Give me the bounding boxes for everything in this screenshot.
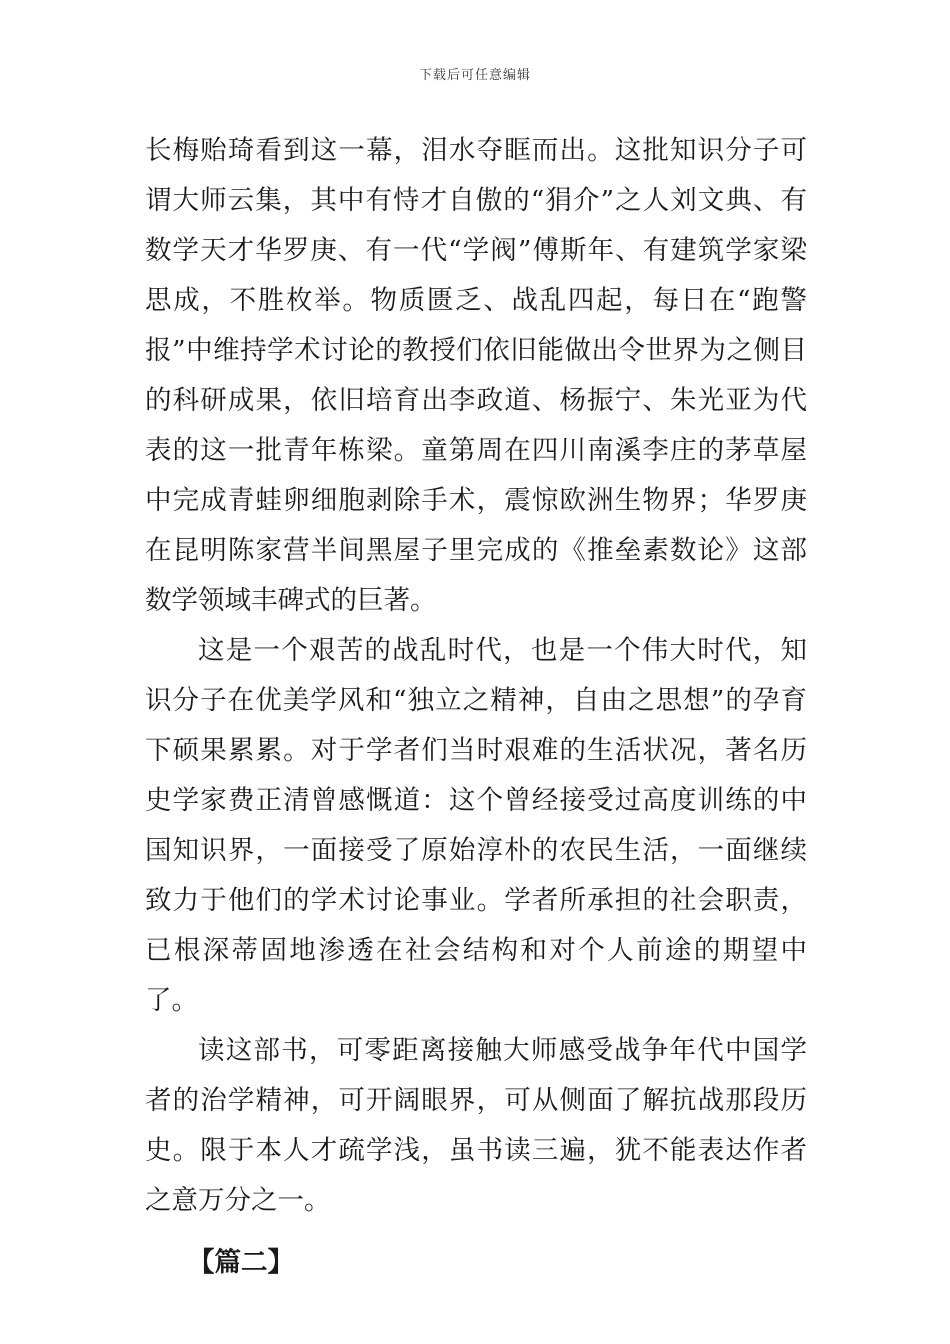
section-title: 【篇二】 <box>188 1247 294 1278</box>
document-body <box>145 126 807 1288</box>
paragraph-2: 这是一个艰苦的战乱时代，也是一个伟大时代，知识分子在优美学风和“独立之精神，自由之思想”的孕育下硕果累累。对于学者们当时艰难的生活状况，著名历史学家费正清曾感慨道：这个曾经接受过高度训练的中国知识界，一面接受了原始淳朴的农民生活，一面继续致力于他们的学术讨论事业。学者所承担的社会职责，已根深蒂固地渗透在社会结构和对个人前途的期望中了。 <box>145 635 807 1016</box>
page-header: 下载后可任意编辑 <box>418 68 531 83</box>
paragraph-1: 长梅贻琦看到这一幕，泪水夺眶而出。这批知识分子可谓大师云集，其中有恃才自傲的“狷介”之人刘文典、有数学天才华罗庚、有一代“学阀”傅斯年、有建筑学家梁思成，不胜枚举。物质匮乏、战乱四起，每日在“跑警报”中维持学术讨论的教授们依旧能做出令世界为之侧目的科研成果，依旧培育出李政道、杨振宁、朱光亚为代表的这一批青年栋梁。童第周在四川南溪李庄的茅草屋中完成青蛙卵细胞剥除手术，震惊欧洲生物界；华罗庚在昆明陈家营半间黑屋子里完成的《推垒素数论》这部数学领域丰碑式的巨著。 <box>145 135 807 616</box>
paragraph-3: 读这部书，可零距离接触大师感受战争年代中国学者的治学精神，可开阔眼界，可从侧面了解抗战那段历史。限于本人才疏学浅，虽书读三遍，犹不能表达作者之意万分之一。 <box>145 1035 807 1216</box>
